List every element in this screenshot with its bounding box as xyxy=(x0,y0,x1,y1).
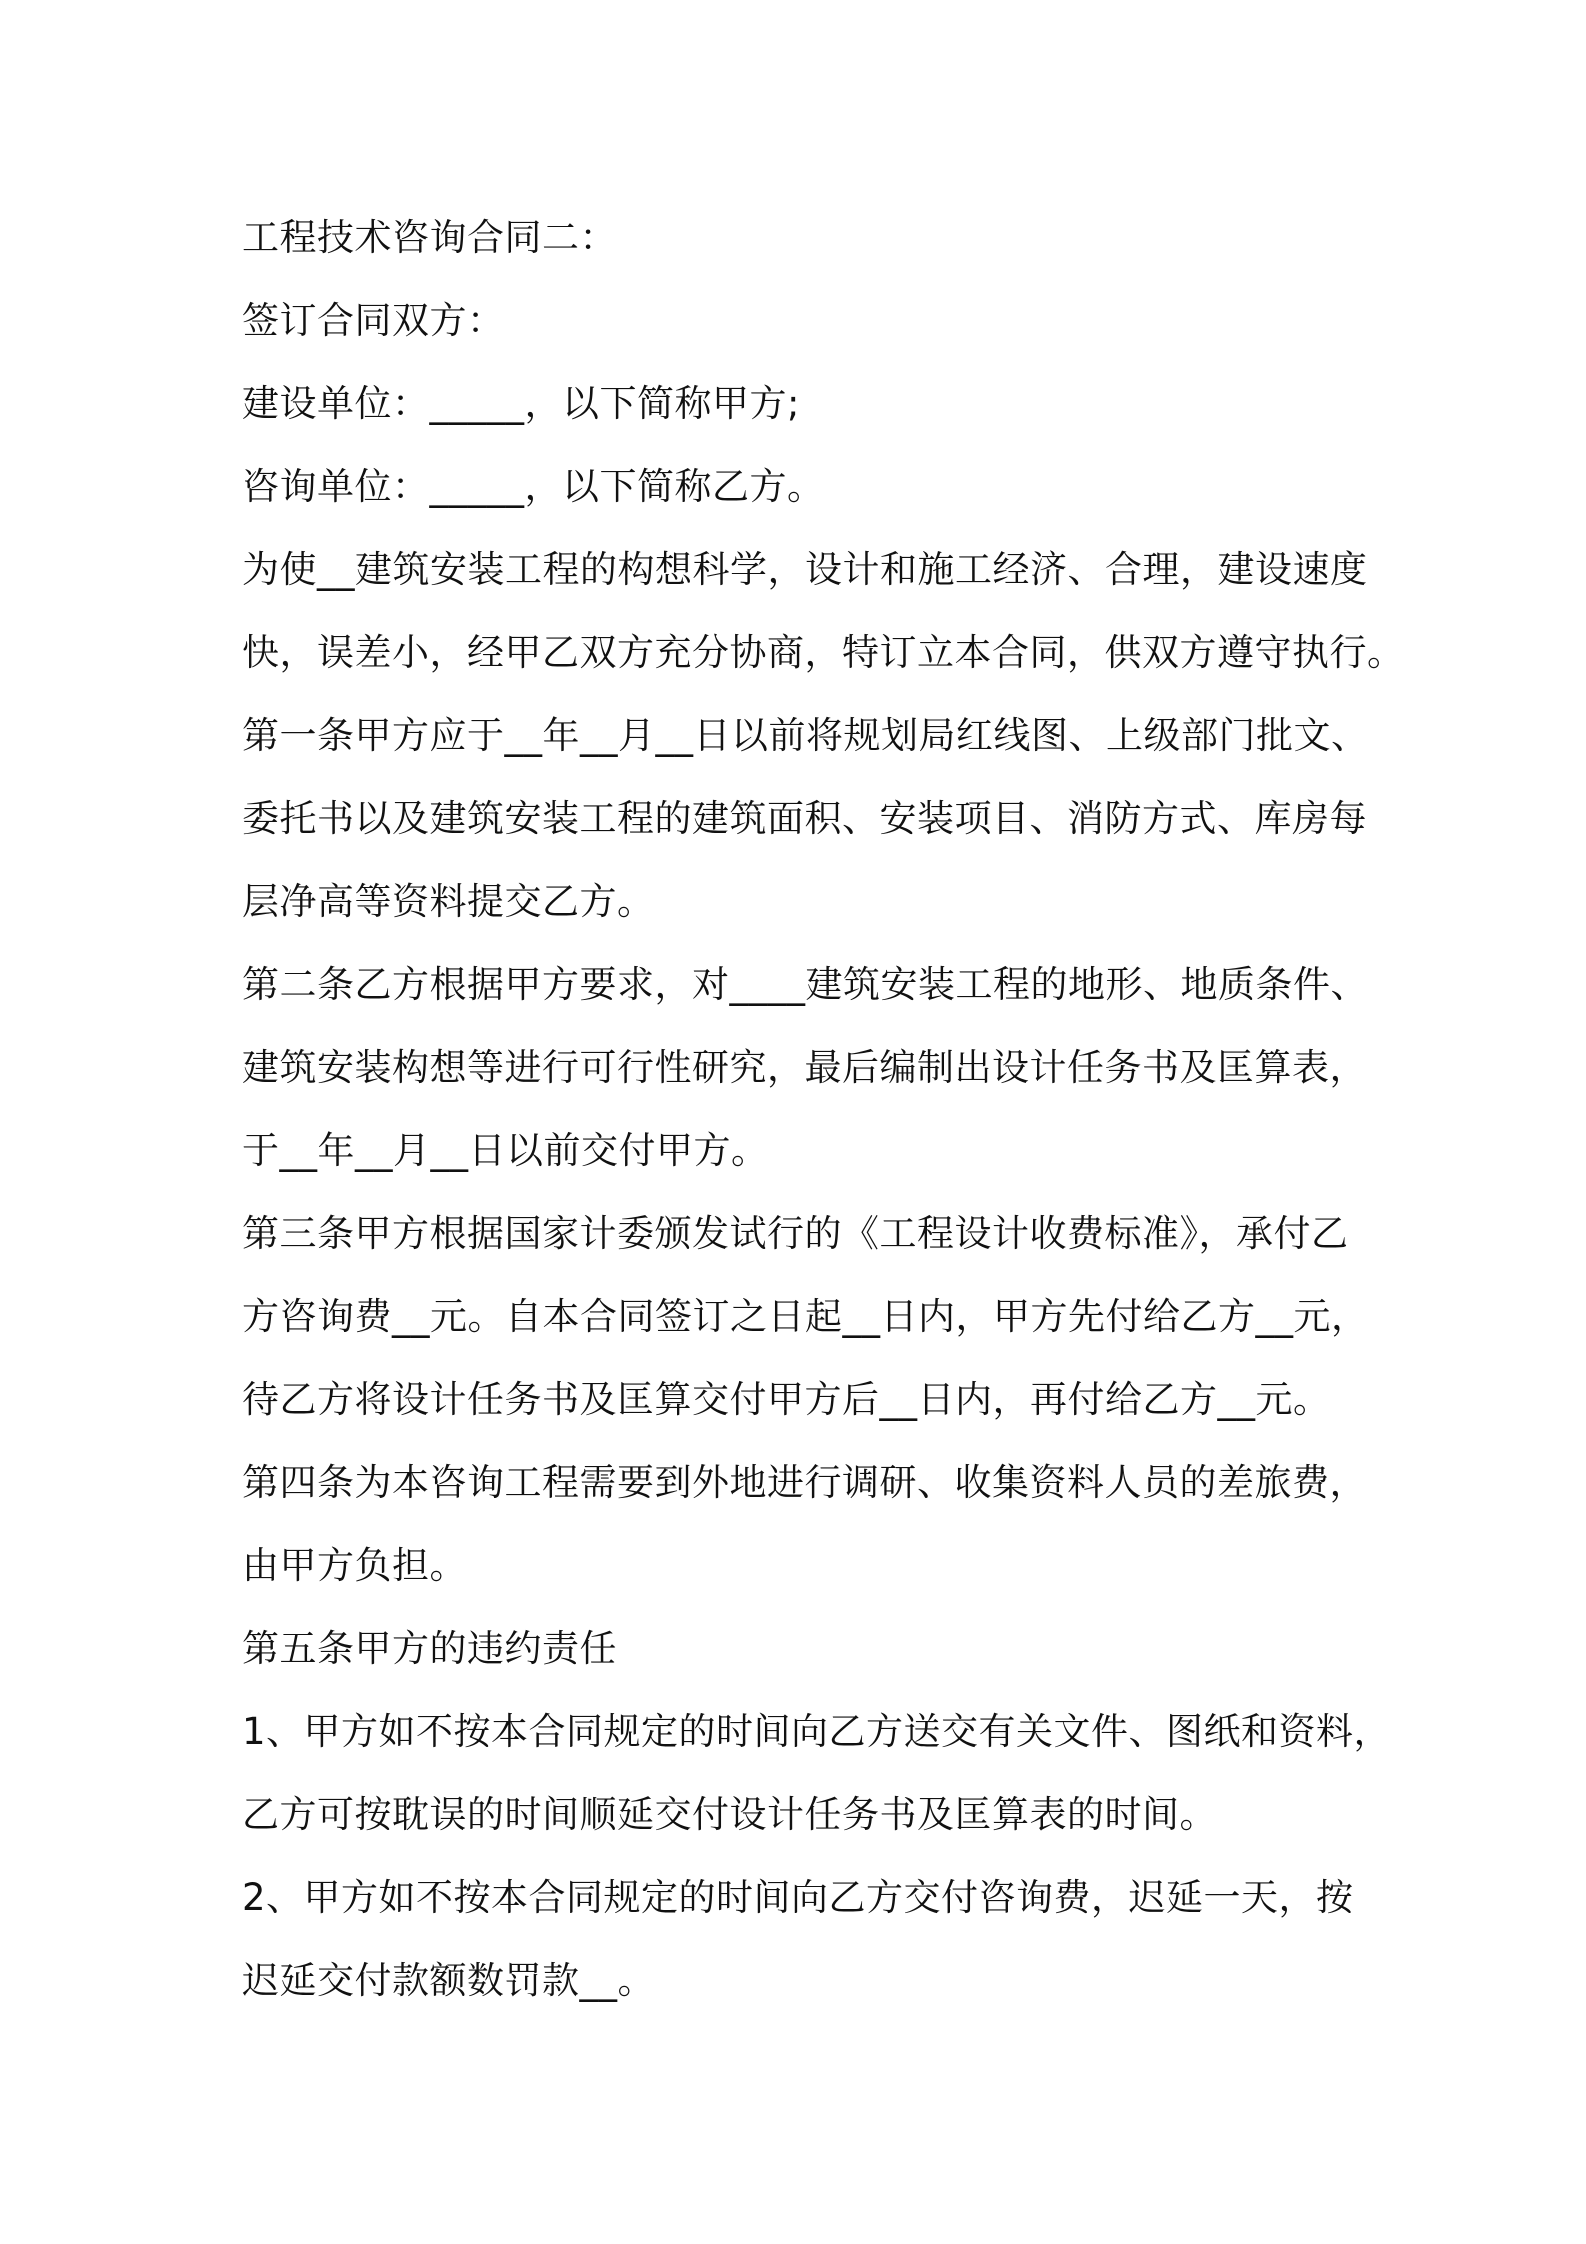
text-line: 迟延交付款额数罚款__。 xyxy=(242,1959,655,2002)
text-line: 咨询单位：_____，以下简称乙方。 xyxy=(242,465,825,508)
text-line: 第一条甲方应于__年__月__日以前将规划局红线图、上级部门批文、 xyxy=(242,714,1369,757)
contract-body xyxy=(242,196,1405,2022)
text-line: 待乙方将设计任务书及匡算交付甲方后__日内，再付给乙方__元。 xyxy=(242,1378,1331,1421)
text-line: 第四条为本咨询工程需要到外地进行调研、收集资料人员的差旅费， xyxy=(242,1461,1367,1504)
contract-title: 工程技术咨询合同二： xyxy=(242,216,617,259)
text-line: 2、甲方如不按本合同规定的时间向乙方交付咨询费，迟延一天，按 xyxy=(242,1876,1354,1919)
text-line: 建筑安装构想等进行可行性研究，最后编制出设计任务书及匡算表， xyxy=(242,1046,1367,1089)
text-line: 乙方可按耽误的时间顺延交付设计任务书及匡算表的时间。 xyxy=(242,1793,1217,1836)
text-line: 于__年__月__日以前交付甲方。 xyxy=(242,1129,769,1172)
text-line: 第二条乙方根据甲方要求，对____建筑安装工程的地形、地质条件、 xyxy=(242,963,1368,1006)
text-line: 为使__建筑安装工程的构想科学，设计和施工经济、合理，建设速度 xyxy=(242,548,1368,591)
text-line: 由甲方负担。 xyxy=(242,1544,467,1587)
text-line: 1、甲方如不按本合同规定的时间向乙方送交有关文件、图纸和资料， xyxy=(242,1710,1392,1753)
text-line: 第三条甲方根据国家计委颁发试行的《工程设计收费标准》，承付乙 xyxy=(242,1212,1349,1255)
text-line: 委托书以及建筑安装工程的建筑面积、安装项目、消防方式、库房每 xyxy=(242,797,1367,840)
text-line: 签订合同双方： xyxy=(242,299,505,342)
text-line: 建设单位：_____，以下简称甲方; xyxy=(242,382,800,425)
text-line: 快，误差小，经甲乙双方充分协商，特订立本合同，供双方遵守执行。 xyxy=(242,631,1405,674)
text-line: 层净高等资料提交乙方。 xyxy=(242,880,655,923)
text-line: 方咨询费__元。自本合同签订之日起__日内，甲方先付给乙方__元， xyxy=(242,1295,1369,1338)
text-line: 第五条甲方的违约责任 xyxy=(242,1627,617,1670)
